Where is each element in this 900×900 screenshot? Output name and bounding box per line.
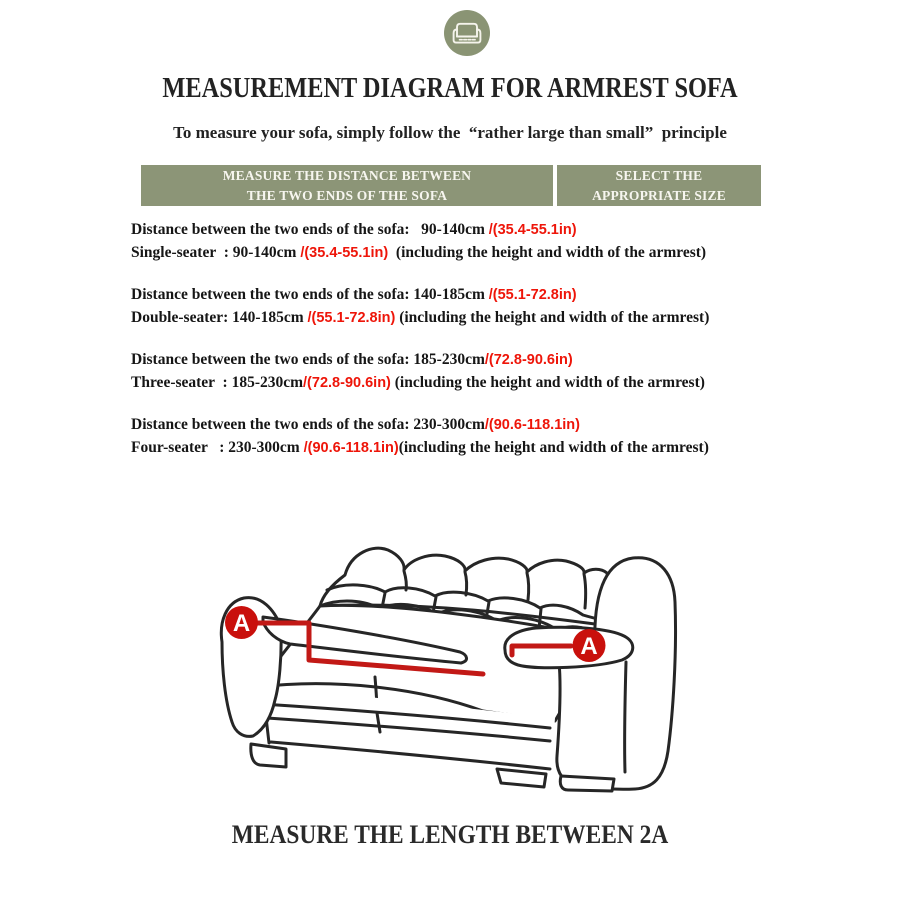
table-header-right-line1: SELECT THE — [615, 167, 703, 183]
table-header-left-line2: THE TWO ENDS OF THE SOFA — [246, 187, 448, 203]
marker-a-right-label: A — [580, 633, 598, 660]
sofa-icon — [443, 9, 491, 57]
size-inches-value: /(55.1-72.8in) — [307, 309, 396, 326]
size-inches-value: /(72.8-90.6in) — [484, 352, 573, 368]
size-inches-value: /(35.4-55.1in) — [300, 244, 389, 261]
table-header-left-line1: MEASURE THE DISTANCE BETWEEN — [222, 167, 472, 183]
table-header-right-line2: APPROPRIATE SIZE — [592, 187, 726, 203]
page-subtitle: To measure your sofa, simply follow the “rather large than small” principle — [173, 123, 727, 142]
size-block-single-seater — [131, 219, 831, 264]
table-header — [141, 165, 761, 206]
size-line: Single-seater : 90-140cm /(35.4-55.1in) (including the height and width of the armrest) — [131, 243, 707, 261]
size-inches-value: /(90.6-118.1in) — [303, 439, 399, 456]
page-title: MEASUREMENT DIAGRAM FOR ARMREST SOFA — [162, 72, 738, 104]
size-block-three-seater — [131, 349, 831, 394]
size-inches-value: /(72.8-90.6in) — [303, 374, 391, 391]
size-line: Distance between the two ends of the sofa: 230-300cm/(90.6-118.1in) — [131, 416, 580, 433]
size-line: Double-seater: 140-185cm /(55.1-72.8in) (including the height and width of the armrest) — [131, 308, 710, 326]
marker-a-left-label: A — [232, 610, 251, 637]
size-line: Four-seater : 230-300cm /(90.6-118.1in)(including the height and width of the armrest) — [131, 438, 709, 456]
table-header-right — [557, 165, 761, 206]
size-line: Distance between the two ends of the sofa: 90-140cm /(35.4-55.1in) — [131, 221, 577, 238]
marker-a-left — [225, 606, 258, 639]
size-list — [131, 219, 831, 479]
size-inches-value: /(90.6-118.1in) — [484, 417, 580, 433]
size-inches-value: /(35.4-55.1in) — [488, 222, 577, 238]
size-line: Distance between the two ends of the sofa: 185-230cm/(72.8-90.6in) — [131, 351, 573, 368]
size-line: Distance between the two ends of the sofa: 140-185cm /(55.1-72.8in) — [131, 286, 577, 303]
size-block-double-seater — [131, 284, 831, 329]
size-inches-value: /(55.1-72.8in) — [488, 287, 577, 303]
sofa-line-drawing — [205, 538, 685, 798]
marker-a-right — [573, 629, 606, 662]
size-block-four-seater — [131, 414, 831, 459]
table-header-left — [141, 165, 553, 206]
bottom-caption: MEASURE THE LENGTH BETWEEN 2A — [231, 820, 669, 849]
size-line: Three-seater : 185-230cm/(72.8-90.6in) (including the height and width of the armrest) — [131, 373, 705, 391]
